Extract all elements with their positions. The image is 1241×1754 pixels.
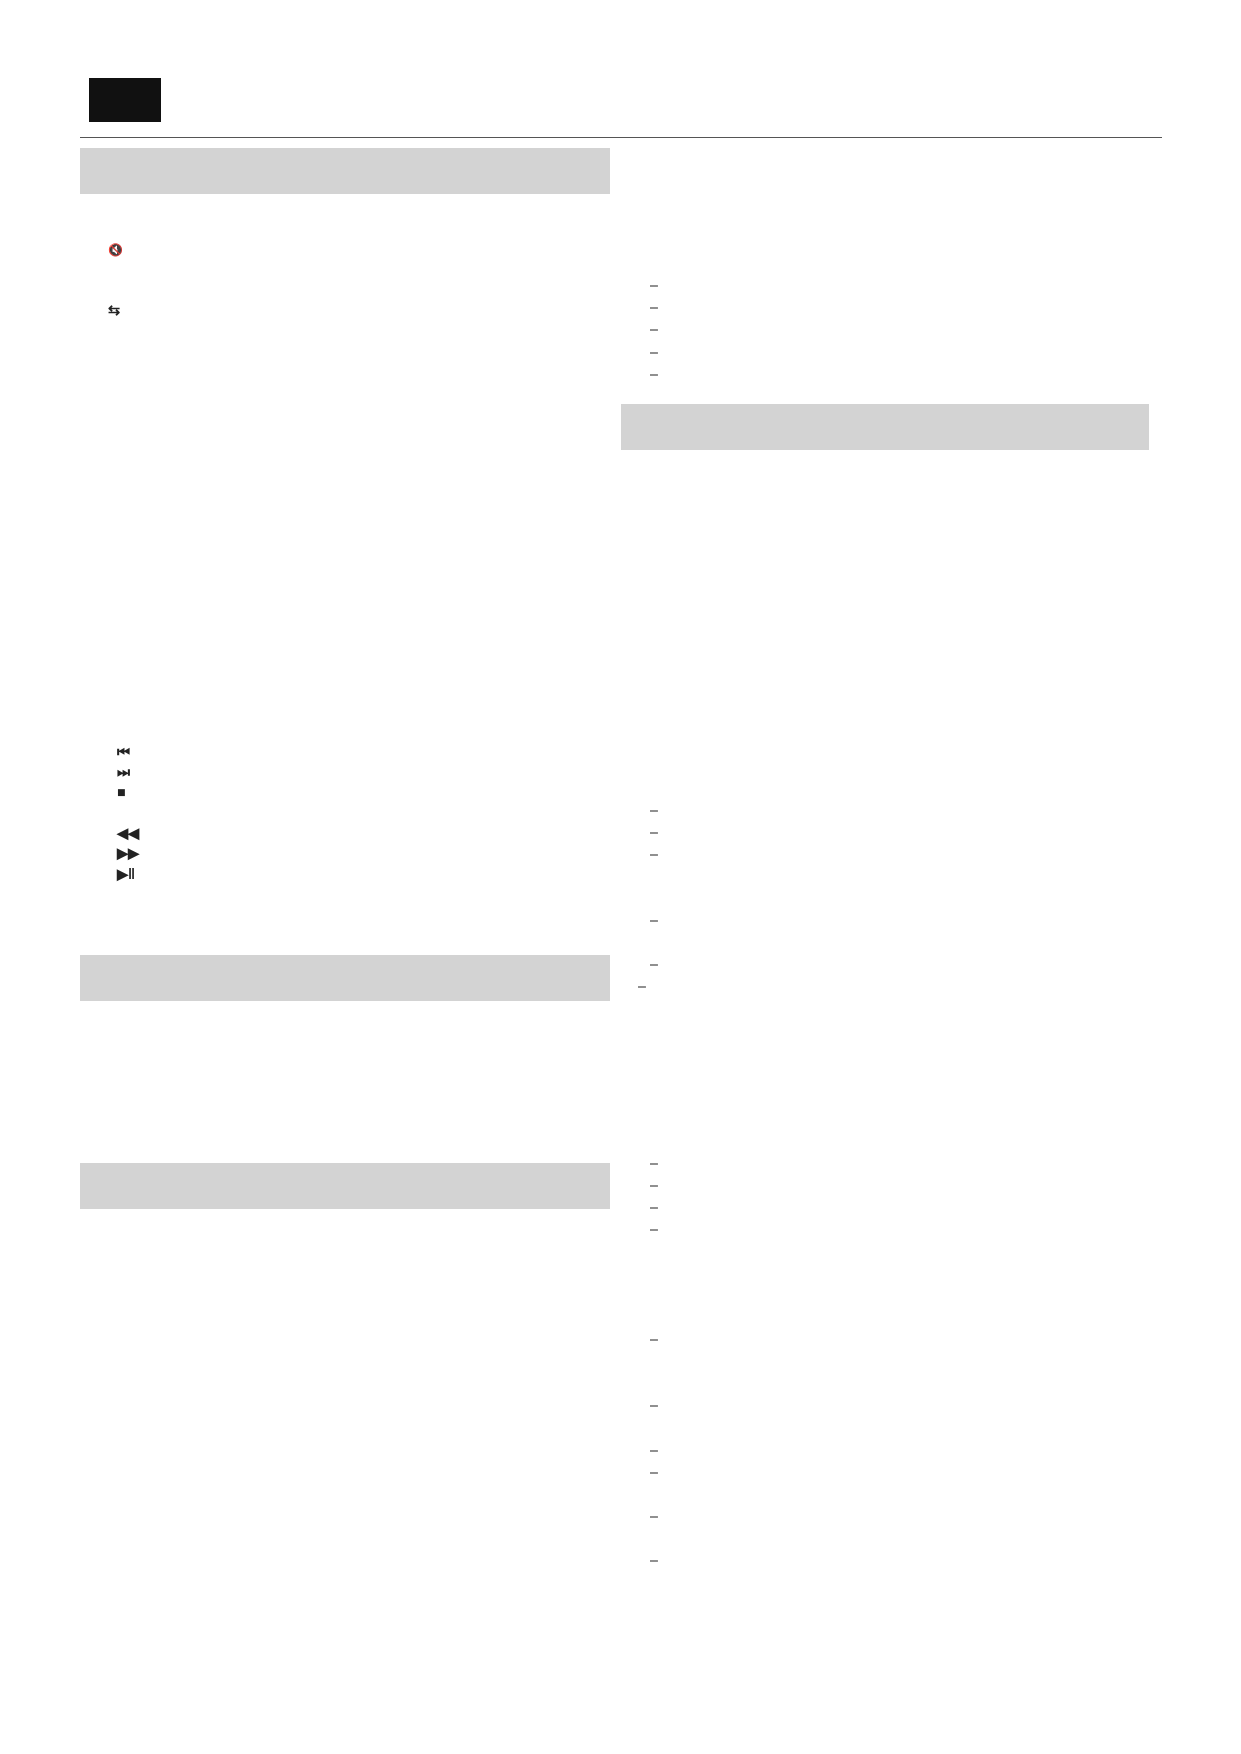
remote-item: [88, 424, 117, 442]
browser-item: [650, 344, 658, 362]
button-icon: ▶‖: [117, 866, 136, 883]
remote-item: [88, 404, 117, 422]
picture-settings-line: [650, 1552, 658, 1570]
remote-item: [88, 544, 117, 562]
picture-settings-line: [650, 956, 658, 974]
remote-item: [88, 302, 124, 320]
remote-item: [88, 663, 117, 681]
remote-item: [88, 703, 117, 721]
remote-item: [88, 282, 108, 300]
browser-item: [650, 277, 658, 295]
remote-item: [88, 583, 117, 601]
remote-item: [88, 524, 117, 542]
remote-item: [88, 866, 139, 884]
remote-item: [88, 444, 117, 462]
remote-item: [88, 886, 117, 904]
picture-settings-line: [650, 824, 658, 842]
remote-item: [88, 744, 134, 762]
dash: –: [650, 1398, 658, 1415]
picture-settings-line: [650, 1199, 658, 1217]
remote-item: [88, 323, 108, 341]
remote-item: [88, 343, 108, 361]
dash: –: [650, 913, 658, 930]
remote-item: [88, 784, 130, 802]
picture-settings-line: [650, 1221, 658, 1239]
remote-item: [88, 683, 117, 701]
dash: –: [650, 1508, 658, 1525]
navigazione-heading: [80, 955, 610, 1001]
browser-item: [650, 299, 658, 317]
remote-item: [88, 825, 143, 843]
picture-settings-line: [638, 978, 646, 996]
browser-item: [650, 321, 658, 339]
picture-settings-line: [650, 846, 658, 864]
dash: –: [650, 1442, 658, 1459]
dash: –: [650, 300, 658, 317]
remote-item: [88, 383, 108, 401]
picture-settings-line: [650, 912, 658, 930]
remote-item: [88, 603, 117, 621]
remote-item: [88, 845, 143, 863]
telecomando-heading: [80, 148, 610, 194]
remote-item: [88, 241, 127, 259]
dash: –: [650, 1177, 658, 1194]
remote-item: [88, 642, 117, 660]
app-heading: [80, 1163, 610, 1209]
browser-item: [650, 366, 658, 384]
button-icon: ⏮: [117, 744, 130, 761]
remote-item: [88, 221, 108, 239]
picture-settings-line: [650, 1397, 658, 1415]
button-icon: ⇆: [108, 303, 120, 320]
dash: –: [650, 1332, 658, 1349]
dash: –: [650, 825, 658, 842]
remote-item: [88, 504, 117, 522]
dash: –: [650, 344, 658, 361]
picture-settings-line: [650, 1442, 658, 1460]
dash: –: [650, 366, 658, 383]
dash: –: [650, 1464, 658, 1481]
dash: –: [650, 1552, 658, 1569]
settaggio-heading: [621, 404, 1149, 450]
dash: –: [650, 1199, 658, 1216]
dash: –: [650, 803, 658, 820]
picture-settings-line: [650, 1464, 658, 1482]
dash: –: [650, 322, 658, 339]
button-icon: 🔇: [108, 243, 123, 258]
dash: –: [638, 979, 646, 996]
button-icon: ▶▶: [117, 846, 139, 863]
button-icon: ■: [117, 785, 126, 802]
dash: –: [650, 278, 658, 294]
button-icon: ◀◀: [117, 825, 139, 842]
remote-item: [88, 465, 117, 483]
dash: –: [650, 1155, 658, 1172]
button-icon: ⏭: [117, 765, 130, 781]
remote-item: [88, 764, 134, 782]
language-badge: [89, 78, 161, 122]
remote-item: [88, 262, 108, 280]
picture-settings-line: [650, 802, 658, 820]
picture-settings-line: [650, 1508, 658, 1526]
dash: –: [650, 957, 658, 974]
picture-settings-line: [650, 1331, 658, 1349]
remote-item: [88, 363, 108, 381]
dash: –: [650, 847, 658, 864]
picture-settings-line: [650, 1177, 658, 1195]
picture-settings-line: [650, 1155, 658, 1173]
dash: –: [650, 1222, 658, 1238]
header-rule: [80, 137, 1162, 138]
